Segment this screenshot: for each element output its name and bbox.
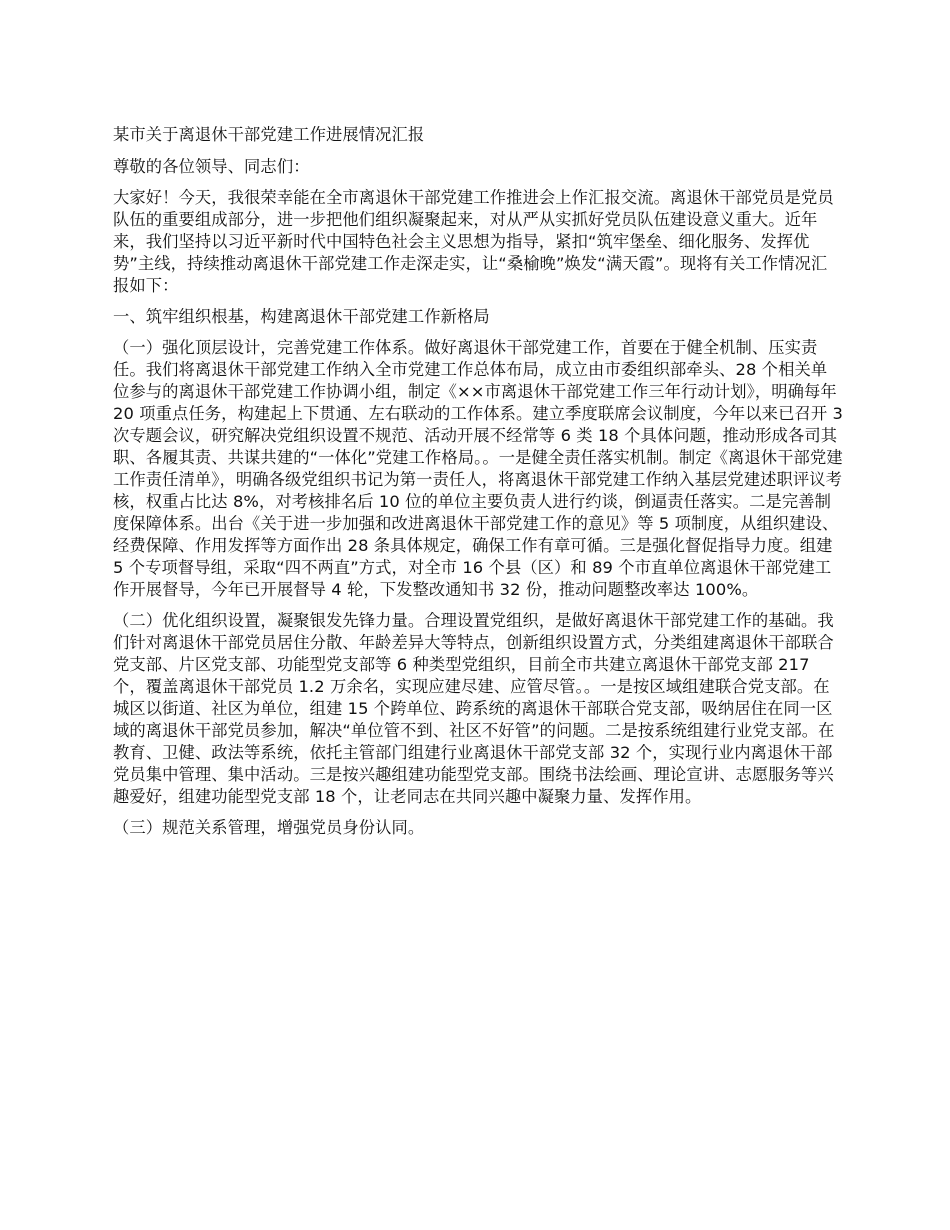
document-title: 某市关于离退休干部党建工作进展情况汇报 xyxy=(113,125,425,144)
subsection-heading-3: （三）规范关系管理，增强党员身份认同。 xyxy=(113,818,425,837)
greeting: 尊敬的各位领导、同志们： xyxy=(113,157,310,176)
document-page xyxy=(113,124,843,848)
subsection-paragraph-1: （一）强化顶层设计，完善党建工作体系。做好离退休干部党建工作，首要在于健全机制、压实责任。我们将离退休干部党建工作纳入全市党建工作总体布局，成立由市委组织部牵头、28 个相关单位参与的离退休干部党建工作协调小组，制定《××市离退休干部党建工作三年行动计划》，明确每年 20 项重点任务，构建起上下贯通、左右联动的工作体系。建立季度联席会议制度，今年以来已召开 3 次专题会议，研究解决党组织设置不规范、活动开展不经常等 6 类 18 个具体问题，推动形成各司其职、各履其责、共谋共建的“一体化”党建工作格局。。一是健全责任落实机制。制定《离退休干部党建工作责任清单》，明确各级党组织书记为第一责任人，将离退休干部党建工作纳入基层党建述职评议考核，权重占比达 8%，对考核排名后 10 位的单位主要负责人进行约谈，倒逼责任落实。二是完善制度保障体系。出台《关于进一步加强和改进离退休干部党建工作的意见》等 5 项制度，从组织建设、经费保障、作用发挥等方面作出 28 条具体规定，确保工作有章可循。三是强化督促指导力度。组建 5 个专项督导组，采取“四不两直”方式，对全市 16 个县（区）和 89 个市直单位离退休干部党建工作开展督导，今年已开展督导 4 轮，下发整改通知书 32 份，推动问题整改率达 100%。 xyxy=(113,338,843,599)
section-heading-1: 一、筑牢组织根基，构建离退休干部党建工作新格局 xyxy=(113,307,490,326)
intro-paragraph: 大家好！今天，我很荣幸能在全市离退休干部党建工作推进会上作汇报交流。离退休干部党员是党员队伍的重要组成部分，进一步把他们组织凝聚起来，对从严从实抓好党员队伍建设意义重大。近年来，我们坚持以习近平新时代中国特色社会主义思想为指导，紧扣“筑牢堡垒、细化服务、发挥优势”主线，持续推动离退休干部党建工作走深走实，让“桑榆晚”焕发“满天霞”。现将有关工作情况汇报如下： xyxy=(113,188,834,295)
subsection-paragraph-2: （二）优化组织设置，凝聚银发先锋力量。合理设置党组织，是做好离退休干部党建工作的基础。我们针对离退休干部党员居住分散、年龄差异大等特点，创新组织设置方式，分类组建离退休干部联合党支部、片区党支部、功能型党支部等 6 种类型党组织，目前全市共建立离退休干部党支部 217 个，覆盖离退休干部党员 1.2 万余名，实现应建尽建、应管尽管。。一是按区域组建联合党支部。在城区以街道、社区为单位，组建 15 个跨单位、跨系统的离退休干部联合党支部，吸纳居住在同一区域的离退休干部党员参加，解决“单位管不到、社区不好管”的问题。二是按系统组建行业党支部。在教育、卫健、政法等系统，依托主管部门组建行业离退休干部党支部 32 个，实现行业内离退休干部党员集中管理、集中活动。三是按兴趣组建功能型党支部。围绕书法绘画、理论宣讲、志愿服务等兴趣爱好，组建功能型党支部 18 个，让老同志在共同兴趣中凝聚力量、发挥作用。 xyxy=(113,611,835,806)
